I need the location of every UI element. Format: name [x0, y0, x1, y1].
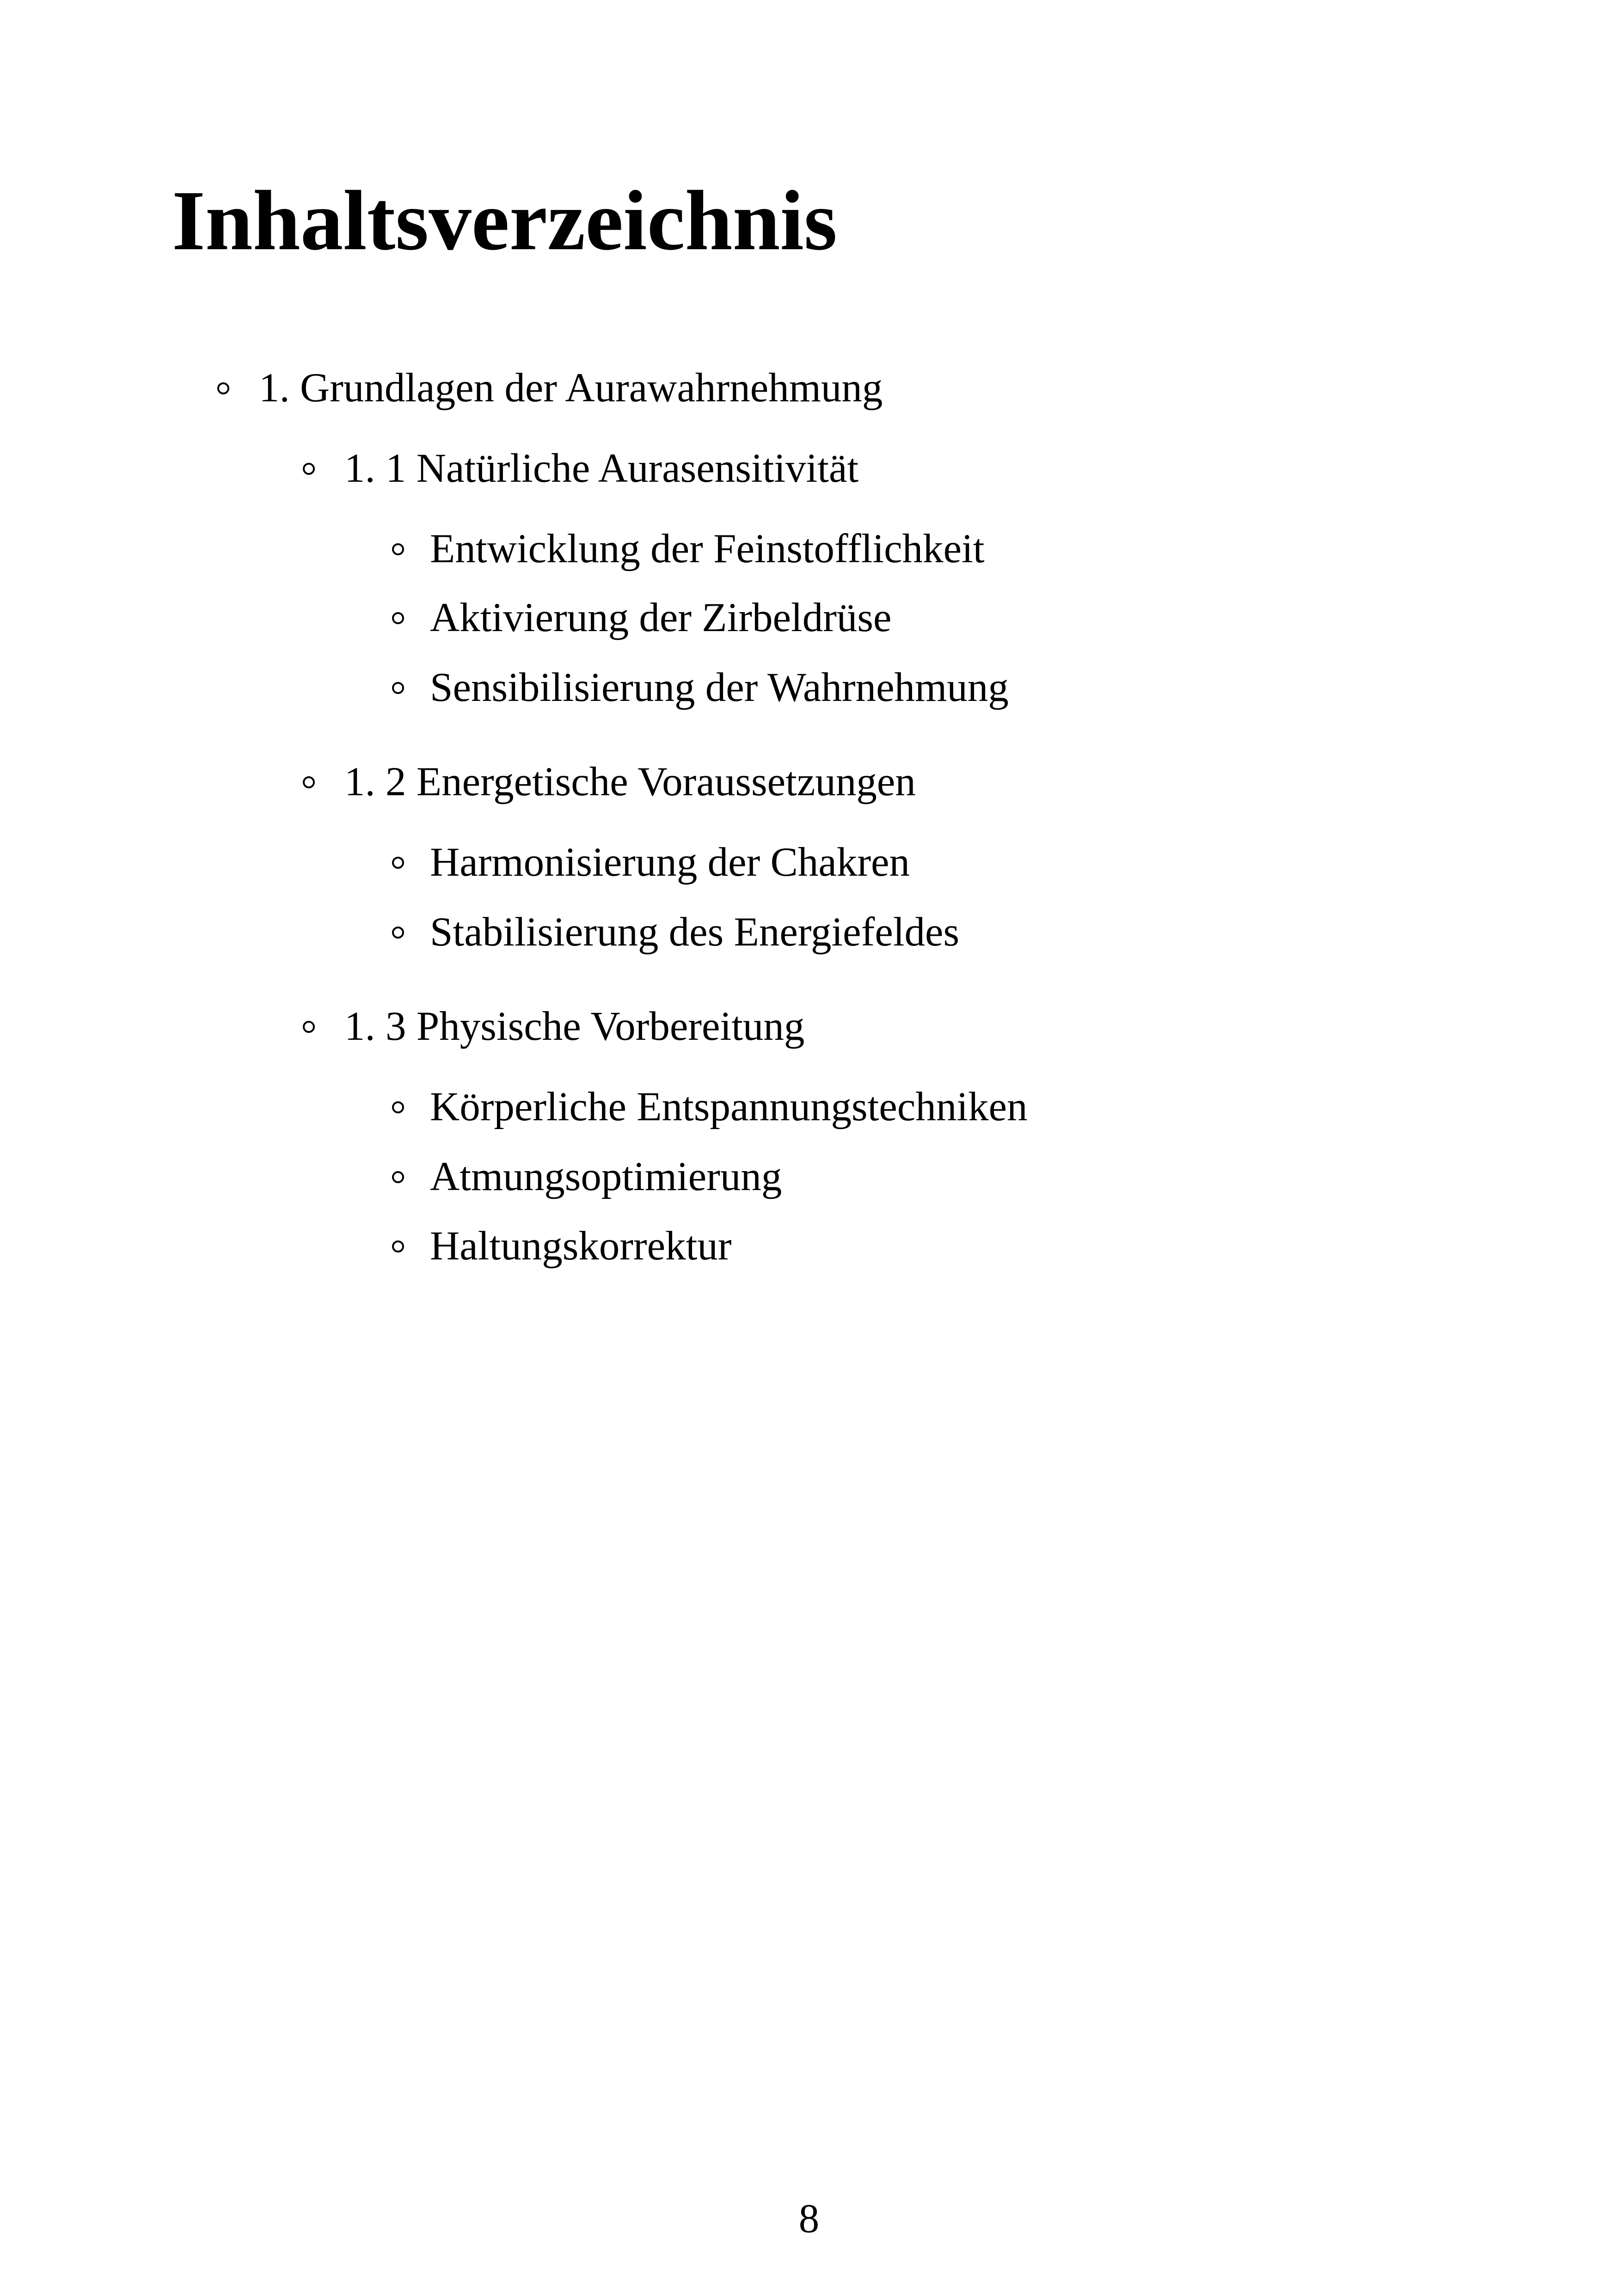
- toc-item-level-3[interactable]: [430, 1223, 732, 1269]
- page-number: 8: [798, 2196, 820, 2241]
- toc-item-level-3[interactable]: [430, 1084, 1028, 1130]
- toc-item-label: Entwicklung der Feinstofflichkeit: [430, 526, 985, 571]
- circle-bullet-icon: [392, 1240, 404, 1252]
- circle-bullet-icon: [392, 612, 404, 624]
- toc-item-label: Stabilisierung des Energiefeldes: [430, 909, 960, 955]
- circle-bullet-icon: [217, 382, 229, 394]
- toc-item-label: 1. 1 Natürliche Aurasensitivität: [344, 446, 859, 491]
- toc-item-label: Atmungsoptimierung: [430, 1154, 782, 1199]
- circle-bullet-icon: [392, 927, 404, 939]
- toc-item-level-2[interactable]: [344, 448, 858, 489]
- toc-item-label: Haltungskorrektur: [430, 1223, 732, 1269]
- toc-item-label: Körperliche Entspannungstechniken: [430, 1084, 1028, 1130]
- toc-item-label: Harmonisierung der Chakren: [430, 840, 910, 885]
- toc-item-level-2[interactable]: [344, 1006, 804, 1047]
- toc-item-label: Sensibilisierung der Wahrnehmung: [430, 665, 1009, 710]
- toc-item-label: 1. Grundlagen der Aurawahrnehmung: [259, 365, 883, 411]
- toc-item-level-3[interactable]: [430, 667, 1009, 708]
- toc-item-level-1[interactable]: [259, 365, 883, 411]
- toc-item-label: 1. 2 Energetische Voraussetzungen: [344, 759, 916, 804]
- toc-item-level-3[interactable]: [430, 597, 891, 638]
- toc-item-level-2[interactable]: [344, 761, 916, 803]
- page-title: Inhaltsverzeichnis: [172, 173, 837, 268]
- circle-bullet-icon: [303, 1021, 315, 1033]
- circle-bullet-icon: [303, 776, 315, 788]
- toc-item-level-3[interactable]: [430, 909, 960, 955]
- circle-bullet-icon: [392, 682, 404, 694]
- toc-item-level-3[interactable]: [430, 528, 985, 570]
- toc-item-level-3[interactable]: [430, 1156, 782, 1197]
- circle-bullet-icon: [392, 1101, 404, 1113]
- toc-item-label: Aktivierung der Zirbeldrüse: [430, 595, 892, 640]
- circle-bullet-icon: [392, 543, 404, 555]
- circle-bullet-icon: [392, 1171, 404, 1183]
- circle-bullet-icon: [392, 857, 404, 869]
- circle-bullet-icon: [303, 463, 315, 475]
- toc-item-label: 1. 3 Physische Vorbereitung: [344, 1004, 805, 1049]
- toc-item-level-3[interactable]: [430, 842, 910, 883]
